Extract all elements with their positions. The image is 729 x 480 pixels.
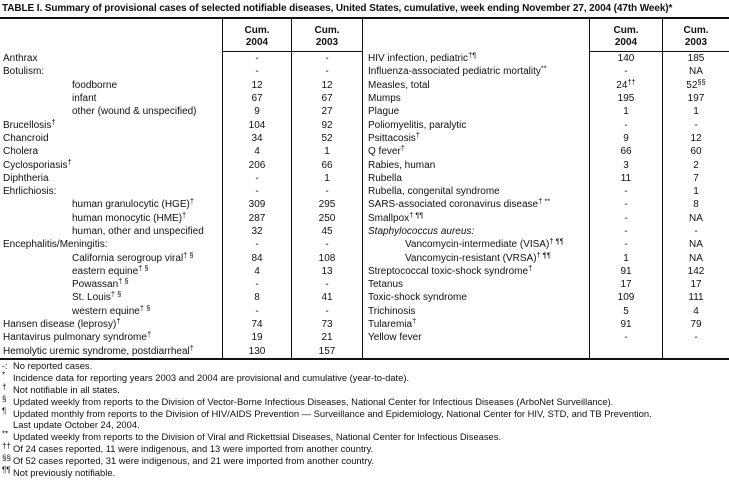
table-row [0,265,363,278]
table-row [0,118,363,131]
cum-2004-value: 4 [222,145,292,158]
cum-2003-value: 108 [292,251,363,264]
cum-2004-value: - [222,52,292,65]
table-row [363,158,729,171]
cum-2003-value: 45 [292,225,363,238]
disease-name: Hansen disease (leprosy)† [3,317,121,331]
disease-name: Tetanus [368,279,404,291]
cum-2003-value: 111 [688,292,704,304]
cum-2004-value: - [222,172,292,185]
cum-2003-value: - [694,226,698,237]
disease-name: Brucellosis† [3,118,56,131]
cum-2003-value: - [292,238,363,251]
cum-2004-value: 11 [589,172,663,185]
table-row [0,225,363,238]
cum-2003-value: 67 [292,92,363,105]
table-row [363,105,729,118]
cum-2003-value: - [292,305,363,318]
table-row [0,238,363,251]
disease-name: Psittacosis† [368,131,420,144]
cum-2004-value: 17 [589,278,663,291]
cum-2004-value: 91 [589,265,663,278]
disease-name: St. Louis† § [72,291,122,304]
table-row [363,251,729,264]
disease-name: SARS-associated coronavirus disease† ** [368,198,551,211]
cum-2003-value: 1 [292,145,363,158]
footnote-marker: †† [2,441,11,451]
table-row [0,145,363,158]
disease-name: western equine† § [72,304,151,317]
footnote-marker: † [2,382,7,392]
footnote-line [2,360,727,372]
cum-2003-value: 60 [690,146,702,158]
cum-2003-value [663,345,729,358]
table-row [363,238,729,251]
table-row [0,291,363,304]
table-left-half [0,19,363,358]
table-row [0,331,363,344]
header-cum-2004-right [589,19,663,52]
footnotes [2,360,727,478]
cum-2003-value: - [694,119,698,131]
cum-2004-value: - [222,278,292,291]
cum-2004-value: 67 [222,92,292,105]
cum-2003-value: 27 [292,105,363,118]
header-spacer [363,19,589,52]
cum-2004-value: 5 [589,305,663,318]
table-row [363,145,729,158]
table-body-left [0,52,363,358]
table-row [363,185,729,198]
cum-2004-value: 130 [222,345,292,358]
footnote-text: Not notifiable in all states. [13,383,120,395]
table-row [0,305,363,318]
table-header-left [0,19,363,52]
disease-name: Hemolytic uremic syndrome, postdiarrheal† [3,344,194,357]
cum-2003-value: 8 [693,199,699,211]
table-row [363,225,729,238]
table-row [0,105,363,118]
header-year-2004: 2004 [614,36,638,48]
disease-name: other (wound & unspecified) [72,106,197,118]
cum-2003-value: - [292,278,363,291]
cum-2003-value: 142 [687,265,705,277]
header-cum-label: Cum. [683,25,709,36]
table-body-right [363,52,729,358]
cum-2004-value: 104 [222,118,292,131]
cum-2003-value: 21 [292,331,363,344]
cum-2003-value: 185 [687,53,705,65]
header-cum-label: Cum. [244,25,270,36]
disease-name: Tularemia† [368,317,417,331]
cum-2004-value: 8 [222,291,292,304]
disease-name: HIV infection, pediatric†¶ [368,52,477,65]
disease-name: human monocytic (HME)† [72,211,187,224]
header-cum-2003-left [292,19,363,52]
table-row [363,265,729,278]
cum-2003-value: - [292,185,363,198]
footnote-text: Not previously notifiable. [13,466,116,478]
disease-name: Ehrlichiosis: [3,186,57,198]
cum-2003-value: 1 [693,186,699,198]
disease-name: Cyclosporiasis† [3,158,72,171]
footnote-line [2,419,727,431]
cum-2003-value: 2 [693,159,699,171]
table-row [0,185,363,198]
footnote-marker: * [2,370,6,380]
disease-name: Poliomyelitis, paralytic [368,119,467,131]
cum-2004-value: 74 [222,318,292,331]
cum-2003-value: 250 [292,212,363,225]
cum-2004-value: 4 [222,265,292,278]
disease-name [363,345,589,358]
footnote-line [2,454,727,466]
cum-2004-value: 19 [222,331,292,344]
cum-2003-value: 4 [693,305,699,317]
table-row [0,52,363,65]
header-cum-label: Cum. [613,25,639,36]
cum-2004-value: - [589,118,663,131]
disease-name: Toxic-shock syndrome [368,292,467,304]
cum-2003-value: 295 [292,198,363,211]
cum-2003-value: NA [689,66,703,78]
cum-2004-value: - [589,185,663,198]
header-cum-2004-left [222,19,292,52]
footnote-line [2,466,727,478]
cum-2003-value: 157 [292,345,363,358]
cum-2004-value: 195 [589,92,663,105]
disease-name: Cholera [3,146,39,158]
footnote-line [2,407,727,419]
footnote-text: Last update October 24, 2004. [13,419,140,431]
footnote-marker: ¶¶ [2,465,11,475]
table-row [0,158,363,171]
cum-2004-value: - [589,238,663,251]
footnote-text: Of 24 cases reported, 11 were indigenous, and 13 were imported from another country. [13,442,374,454]
table-row [363,118,729,131]
footnote-line [2,384,727,396]
cum-2003-value: 41 [292,291,363,304]
cum-2003-value: - [292,52,363,65]
footnote-marker: §§ [2,453,11,463]
footnote-text: No reported cases. [13,360,93,372]
disease-name: Trichinosis [368,305,416,317]
cum-2004-value: 9 [589,132,663,145]
cum-2004-value: - [222,185,292,198]
cum-2003-value: 197 [687,93,705,105]
cum-2004-value: 66 [589,145,663,158]
cum-2003-value: 12 [690,132,702,144]
cum-2004-value: 32 [222,225,292,238]
table-row [0,251,363,264]
disease-name: Vancomycin-resistant (VRSA)† ¶¶ [405,251,551,264]
table-row [363,132,729,145]
footnote-marker: ** [2,429,9,439]
header-year-2003: 2003 [684,36,708,48]
table-row [363,79,729,92]
footnote-text: Updated weekly from reports to the Division of Viral and Rickettsial Diseases, National Center for Infectious Diseases. [13,431,502,443]
table-row [363,52,729,65]
cum-2004-value: 91 [589,318,663,331]
disease-name: Diphtheria [3,172,49,184]
table-title: TABLE I. Summary of provisional cases of selected notifiable diseases, United States, cumulative, week ending November 27, 2004 (47th Week)* [2,3,673,14]
cum-2004-value: 3 [589,158,663,171]
cum-2004-value: 206 [222,158,292,171]
cum-2004-value: - [589,212,663,225]
disease-name: Chancroid [3,132,49,144]
disease-name: Yellow fever [368,332,422,344]
cum-2004-value: 84 [222,251,292,264]
disease-name: Rubella [368,172,402,184]
table-row [0,65,363,78]
table-row [363,65,729,78]
disease-name: human, other and unspecified [72,226,204,237]
table-row [0,198,363,211]
disease-name: Q fever† [368,145,405,158]
cum-2004-value: 9 [222,105,292,118]
table-row [0,345,363,358]
cum-2003-value: 1 [693,106,699,118]
disease-name: human granulocytic (HGE)† [72,198,194,211]
disease-name: eastern equine† § [72,264,149,277]
footnote-line [2,431,727,443]
footnote-marker: ¶ [2,406,7,416]
disease-name: Vancomycin-intermediate (VISA)† ¶¶ [405,238,564,251]
disease-name: Plague [368,106,400,118]
header-year-2004: 2004 [245,36,269,48]
disease-name: foodborne [72,79,118,91]
table-row [363,278,729,291]
disease-name: Mumps [368,93,401,105]
cum-2004-value [589,345,663,358]
cum-2003-value: NA [689,239,703,251]
cum-2004-value: - [222,238,292,251]
cum-2003-value: 52§§ [686,78,706,91]
cum-2003-value: 17 [690,279,702,291]
disease-name: Staphylococcus aureus: [368,226,475,237]
cum-2004-value: 309 [222,198,292,211]
table-row [0,172,363,185]
table-header-right [363,19,729,52]
footnote-marker: § [2,394,7,404]
disease-name: Anthrax [3,53,38,65]
cum-2004-value: 34 [222,132,292,145]
table-row [363,305,729,318]
disease-name: Smallpox† ¶¶ [368,211,424,224]
cum-2004-value: - [589,65,663,78]
header-cum-label: Cum. [314,25,340,36]
disease-name: Streptococcal toxic-shock syndrome† [368,264,533,277]
header-cum-2003-right [663,19,729,52]
disease-name: Encephalitis/Meningitis: [3,239,108,251]
cum-2004-value: 287 [222,212,292,225]
disease-name: Powassan† § [72,278,129,291]
footnote-line [2,395,727,407]
footnote-text: Of 52 cases reported, 31 were indigenous, and 21 were imported from another country. [13,454,374,466]
cum-2004-value: 1 [589,105,663,118]
header-spacer [0,19,222,52]
table-row [363,291,729,304]
table-row [0,212,363,225]
cum-2004-value: 24†† [589,79,663,92]
cum-2004-value: 12 [222,79,292,92]
cum-2003-value: 66 [292,158,363,171]
cum-2003-value: 7 [693,172,699,184]
disease-name: Rabies, human [368,159,436,171]
table-row [0,92,363,105]
footnote-line [2,372,727,384]
cum-2003-value: 13 [292,265,363,278]
cum-2003-value: NA [689,212,703,224]
cum-2003-value: 79 [690,319,702,331]
footnote-line [2,443,727,455]
disease-name: Measles, total [368,79,430,91]
header-year-2003: 2003 [315,36,339,48]
cum-2004-value: - [589,225,663,238]
cum-2004-value: 1 [589,251,663,264]
footnote-text: Updated weekly from reports to the Division of Vector-Borne Infectious Diseases, National Center for Infectious Diseases (ArboNet Surveillance). [13,395,614,407]
cum-2004-value: 140 [589,52,663,65]
cum-2003-value: 52 [292,132,363,145]
cum-2004-value: - [222,65,292,78]
table-row [363,92,729,105]
cum-2003-value: 12 [292,79,363,92]
disease-name: Botulism: [3,66,45,78]
cum-2003-value: 1 [292,172,363,185]
table-row [0,318,363,331]
table-row [363,212,729,225]
table-row [0,79,363,92]
cum-2003-value: NA [689,252,703,264]
table-right-half [363,19,729,358]
cum-2004-value: - [589,198,663,211]
cum-2004-value: 109 [589,291,663,304]
footnote-text: Updated monthly from reports to the Division of HIV/AIDS Prevention — Surveillance and Epidemiology, National Center for HIV, STD, and TB Prevention. [13,407,652,419]
table-row [363,172,729,185]
table-row [363,318,729,331]
cum-2004-value: - [222,305,292,318]
table-row [0,132,363,145]
disease-name: infant [72,93,97,105]
disease-name: Hantavirus pulmonary syndrome† [3,331,152,344]
table-row [363,331,729,344]
disease-name: Rubella, congenital syndrome [368,186,500,198]
cum-2003-value: 92 [292,118,363,131]
table-row [363,198,729,211]
table-row [0,278,363,291]
footnote-marker: -: [2,360,8,371]
disease-name: California serogroup viral† § [72,251,194,264]
cum-2003-value: - [694,332,698,344]
footnote-text: Incidence data for reporting years 2003 and 2004 are provisional and cumulative (year-to-date). [13,372,410,384]
disease-name: Influenza-associated pediatric mortality** [368,65,547,78]
cum-2003-value: - [292,65,363,78]
cum-2004-value: - [589,331,663,344]
table-row [363,345,729,358]
cum-2003-value: 73 [292,318,363,331]
